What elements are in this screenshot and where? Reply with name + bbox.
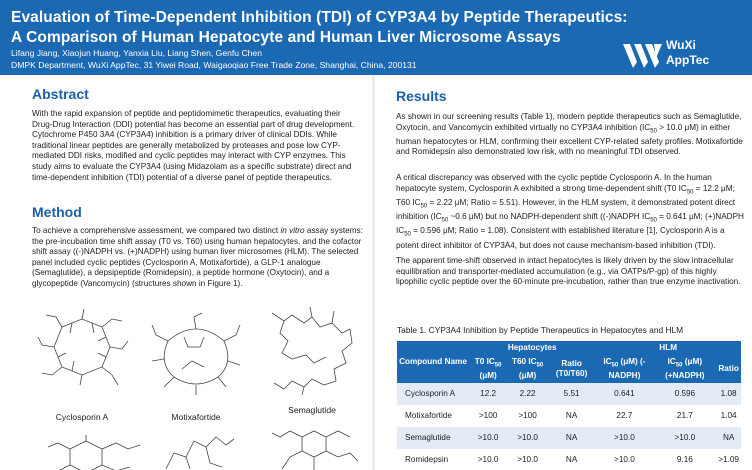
column-header-ratio: Ratio bbox=[716, 355, 741, 383]
title-line-1: Evaluation of Time-Dependent Inhibition (TDI) of CYP3A4 by Peptide Therapeutics: bbox=[11, 9, 628, 26]
motixafortide-structure bbox=[148, 311, 244, 395]
poster-title bbox=[11, 8, 628, 48]
column-divider bbox=[372, 75, 375, 470]
structure-label-cyclosporin-a: Cyclosporin A bbox=[55, 412, 109, 422]
authors: Lifang Jiang, Xiaojun Huang, Yanxia Liu, Liang Shen, Genfu Chen bbox=[11, 48, 262, 58]
cell-plus-nadph: 9.16 bbox=[653, 449, 716, 470]
logo-text bbox=[666, 38, 709, 68]
cell-plus-nadph: >10.0 bbox=[653, 427, 716, 449]
cyclosporin-a-structure bbox=[32, 307, 132, 389]
cell-ratio-t0-t60: NA bbox=[548, 449, 595, 470]
cell-plus-nadph: 21.7 bbox=[653, 405, 716, 427]
column-header-compound: Compound Name bbox=[397, 341, 469, 383]
group-header-hlm: HLM bbox=[595, 341, 741, 355]
cell-compound: Motixafortide bbox=[397, 405, 469, 427]
results-heading: Results bbox=[396, 88, 447, 104]
logo-line-2: AppTec bbox=[666, 53, 710, 67]
method-text-italic: in vitro bbox=[280, 226, 305, 235]
table-group-header-row bbox=[397, 341, 741, 355]
cell-ratio: >1.09 bbox=[716, 449, 741, 470]
abstract-text: With the rapid expansion of peptide and peptidomimetic therapeutics, evaluating their Drug-Drug Interaction (DDI) potential has become an essential part of drug development. Cytochrome P450 3A4 (CYP3A4) inhibition is a primary driver of clinical DDIs. While traditional linear peptides are generally metabolized by proteases and pose low CYP-mediated DDI risks, modified and cyclic peptides may interact with CYP enzymes. This study aims to evaluate the CYP3A4 (using Midazolam as a specific substrate) direct and time-dependent inhibition (TDI) potential of a diverse panel of peptide therapeutics. bbox=[32, 109, 355, 182]
method-text-b: assay systems: the pre-incubation time shift assay (T0 vs. T60) using human hepatocytes, and the cofactor shift assay ((-)NADPH vs. (+)NADPH) using human liver microsomes (HLM). The selected panel included cyclic peptides (Cyclosporin A, Motixafortide), a GLP-1 analogue (Semaglutide), a depsipeptide (Romidepsin), a peptide hormone (Oxytocin), and a glycopeptide (Vancomycin) (structures shown in Figure 1). bbox=[32, 226, 363, 288]
left-column bbox=[0, 75, 370, 470]
cell-minus-nadph: 22.7 bbox=[595, 405, 653, 427]
cell-ratio-t0-t60: NA bbox=[548, 427, 595, 449]
table-row bbox=[397, 383, 741, 405]
title-line-2: A Comparison of Human Hepatocyte and Human Liver Microsome Assays bbox=[11, 29, 561, 46]
results-paragraph-3: The apparent time-shift observed in intact hepatocytes is likely driven by the slow intracellular equilibration and transporter-mediated accumulation (e.g., via OATPs/P-gp) of this highly lipophilic cyclic peptide over the 60-minute pre-incubation, rather than true enzyme inactivation. bbox=[396, 256, 741, 287]
table-caption: Table 1. CYP3A4 Inhibition by Peptide Therapeutics in Hepatocytes and HLM bbox=[397, 325, 684, 335]
cell-plus-nadph: 0.596 bbox=[653, 383, 716, 405]
cell-minus-nadph: >10.0 bbox=[595, 427, 653, 449]
cell-t60: >100 bbox=[507, 405, 548, 427]
cell-minus-nadph: >10.0 bbox=[595, 449, 653, 470]
cell-ratio-t0-t60: 5.51 bbox=[548, 383, 595, 405]
right-column bbox=[378, 75, 752, 470]
abstract-heading: Abstract bbox=[32, 86, 89, 102]
column-header-ratio-t0-t60: Ratio (T0/T60) bbox=[548, 355, 595, 383]
results-paragraph-2: A critical discrepancy was observed with the cyclic peptide Cyclosporin A. In the human hepatocyte system, Cyclosporin A exhibited a strong time-dependent shift (T0 $IC_{50} = 12.2$ μM; T60 $IC_{50} = 2.22$ μM; Ratio = 5.51). However, in the HLM system, it demonstrated potent direct inhibition ($IC_{50}$ ~0.6 μM) but no NADPH-dependent shift ((-)NADPH $IC_{50} = 0.641$ μM; (+)NADPH $IC_{50} = 0.596$ μM; Ratio = 1.08). Consistent with established literature [1], Cyclosporin A is a potent direct inhibitor of CYP3A4, but does not cause mechanism-based inhibition (TDI). bbox=[396, 173, 744, 250]
cell-minus-nadph: 0.641 bbox=[595, 383, 653, 405]
cell-t60: >10.0 bbox=[507, 427, 548, 449]
oxytocin-structure bbox=[160, 433, 240, 470]
cell-t0: >10.0 bbox=[469, 427, 507, 449]
poster-header bbox=[0, 0, 752, 75]
cell-t60: 2.22 bbox=[507, 383, 548, 405]
group-header-hepatocytes: Hepatocytes bbox=[469, 341, 595, 355]
cell-ratio: NA bbox=[716, 427, 741, 449]
table-row bbox=[397, 427, 741, 449]
structure-label-semaglutide: Semaglutide bbox=[288, 405, 336, 415]
method-text-a: To achieve a comprehensive assessment, we compared two distinct bbox=[32, 226, 281, 235]
cell-t0: >10.0 bbox=[469, 449, 507, 470]
semaglutide-structure bbox=[262, 303, 362, 395]
cell-ratio-t0-t60: NA bbox=[548, 405, 595, 427]
structure-label-motixafortide: Motixafortide bbox=[171, 412, 221, 422]
method-text bbox=[32, 226, 364, 290]
wuxi-logo-icon bbox=[622, 38, 666, 70]
table-row bbox=[397, 405, 741, 427]
cell-ratio: 1.04 bbox=[716, 405, 741, 427]
romidepsin-structure bbox=[40, 435, 150, 470]
cell-t0: 12.2 bbox=[469, 383, 507, 405]
cell-compound: Semaglutide bbox=[397, 427, 469, 449]
cell-compound: Cyclosporin A bbox=[397, 383, 469, 405]
column-header-minus-nadph: $IC_{50}$ (μM) (-NADPH) bbox=[595, 355, 653, 383]
inhibition-table bbox=[397, 341, 741, 470]
column-header-plus-nadph: $IC_{50}$ (μM) (+NADPH) bbox=[653, 355, 716, 383]
cell-compound: Romidepsin bbox=[397, 449, 469, 470]
table-row bbox=[397, 449, 741, 470]
cell-ratio: 1.08 bbox=[716, 383, 741, 405]
column-header-t0: T0 $IC_{50}$ (μM) bbox=[469, 355, 507, 383]
cell-t0: >100 bbox=[469, 405, 507, 427]
column-header-t60: T60 $IC_{50}$ (μM) bbox=[507, 355, 548, 383]
method-heading: Method bbox=[32, 204, 82, 220]
cell-t60: >10.0 bbox=[507, 449, 548, 470]
logo-line-1: WuXi bbox=[666, 38, 696, 52]
vancomycin-structure bbox=[262, 427, 362, 470]
results-paragraph-1: As shown in our screening results (Table 1), modern peptide therapeutics such as Semaglutide, Oxytocin, and Vancomycin exhibited virtually no CYP3A4 inhibition ($IC_{50} > 10.0$ μM) in either human hepatocytes or HLM, confirming their excellent CYP-related safety profiles. Motixafortide and Romidepsin also demonstrated low risk, with no meaningful TDI observed. bbox=[396, 112, 743, 157]
wuxi-apptec-logo bbox=[622, 38, 746, 72]
affiliation: DMPK Department, WuXi AppTec, 31 Yiwei Road, Waigaoqiao Free Trade Zone, Shanghai, China, 200131 bbox=[11, 60, 417, 70]
